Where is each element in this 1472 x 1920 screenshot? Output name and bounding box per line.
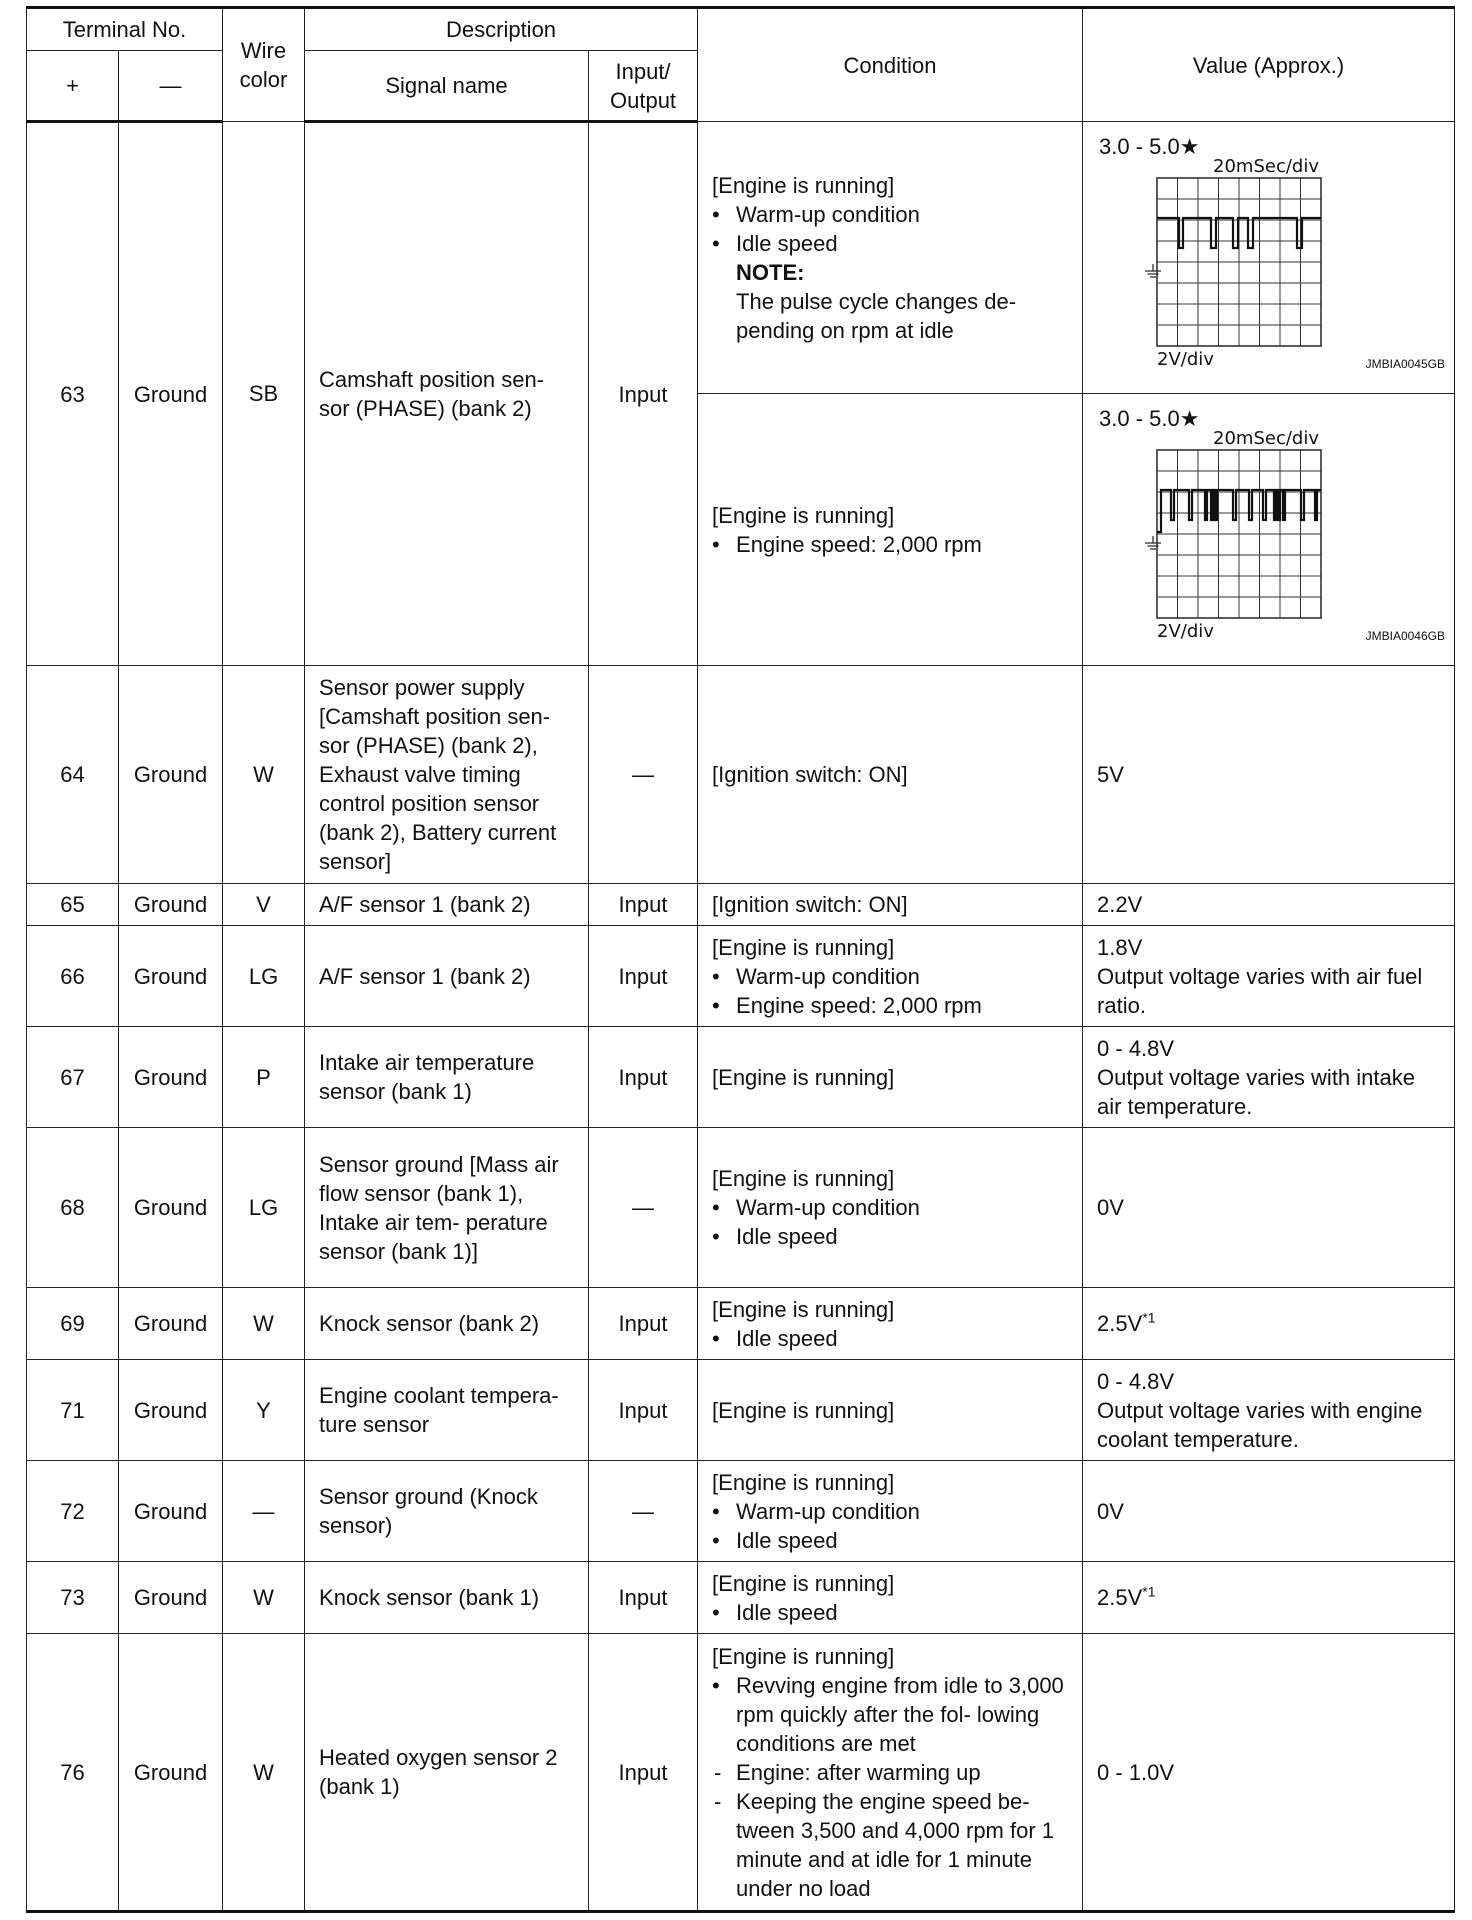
- value-note: Output voltage varies with intake air temperature.: [1097, 1064, 1415, 1119]
- terminal-minus: Ground: [119, 1288, 223, 1360]
- condition-lead: [Engine is running]: [712, 934, 895, 960]
- wire-color: W: [223, 666, 305, 884]
- condition: [698, 122, 1083, 394]
- condition-bullet: • Idle speed: [712, 229, 1068, 258]
- value-cell: [1083, 122, 1455, 394]
- wire-color: V: [223, 884, 305, 926]
- condition-lead: [Engine is running]: [712, 1643, 895, 1669]
- value-note: Output voltage varies with engine coolant temperature.: [1097, 1397, 1423, 1452]
- value-text: 0V: [1083, 1128, 1455, 1288]
- volt-div-label: 2V/div: [1157, 621, 1214, 642]
- terminal-minus: Ground: [119, 1461, 223, 1562]
- condition: [698, 394, 1083, 666]
- header-signal-name: Signal name: [305, 51, 589, 122]
- condition: [Ignition switch: ON]: [698, 666, 1083, 884]
- condition: [Ignition switch: ON]: [698, 884, 1083, 926]
- wire-color: LG: [223, 926, 305, 1027]
- terminal-minus: Ground: [119, 1027, 223, 1128]
- condition-bullet: • Engine speed: 2,000 rpm: [712, 530, 1068, 559]
- wire-color: Y: [223, 1360, 305, 1461]
- terminal-plus: 65: [27, 884, 119, 926]
- table-row: [27, 1027, 1455, 1128]
- header-condition: Condition: [698, 8, 1083, 122]
- value-text: 2.5V: [1097, 1311, 1143, 1336]
- condition-lead: [Engine is running]: [712, 1469, 895, 1495]
- wire-color: SB: [223, 122, 305, 666]
- wire-color: —: [223, 1461, 305, 1562]
- condition-dash-item: - Engine: after warming up: [712, 1758, 1068, 1787]
- wire-color: W: [223, 1562, 305, 1634]
- note-text: The pulse cycle changes de- pending on rpm at idle: [736, 288, 1017, 343]
- header-wire-color: Wire color: [223, 8, 305, 122]
- signal-name: Camshaft position sen- sor (PHASE) (bank 2): [305, 122, 589, 666]
- input-output: Input: [589, 1360, 698, 1461]
- footnote-ref: *1: [1142, 1309, 1156, 1326]
- value-cell: [1083, 926, 1455, 1027]
- terminal-minus: Ground: [119, 122, 223, 666]
- signal-name: Intake air temperature sensor (bank 1): [305, 1027, 589, 1128]
- condition-bullet: • Revving engine from idle to 3,000 rpm quickly after the fol- lowing conditions are met: [712, 1671, 1068, 1758]
- condition-bullet: • Warm-up condition: [712, 1497, 1068, 1526]
- time-div-label: 20mSec/div: [1213, 156, 1320, 177]
- header-minus: —: [119, 51, 223, 122]
- signal-name: Knock sensor (bank 1): [305, 1562, 589, 1634]
- terminal-minus: Ground: [119, 926, 223, 1027]
- terminal-table-sheet: [26, 6, 1454, 1913]
- value-cell: [1083, 1027, 1455, 1128]
- value-cell: [1083, 1360, 1455, 1461]
- input-output: Input: [589, 1288, 698, 1360]
- table-row: [27, 926, 1455, 1027]
- wire-color: W: [223, 1634, 305, 1912]
- signal-name: A/F sensor 1 (bank 2): [305, 926, 589, 1027]
- signal-name: Sensor ground (Knock sensor): [305, 1461, 589, 1562]
- footnote-ref: *1: [1142, 1583, 1156, 1600]
- input-output: Input: [589, 122, 698, 666]
- value-cell: [1083, 1288, 1455, 1360]
- condition: [698, 1634, 1083, 1912]
- terminal-plus: 69: [27, 1288, 119, 1360]
- volt-div-label: 2V/div: [1157, 349, 1214, 370]
- input-output: —: [589, 666, 698, 884]
- terminal-plus: 68: [27, 1128, 119, 1288]
- value-cell: [1083, 1562, 1455, 1634]
- terminal-plus: 67: [27, 1027, 119, 1128]
- table-row: [27, 666, 1455, 884]
- signal-name: Knock sensor (bank 2): [305, 1288, 589, 1360]
- header-input-output: Input/ Output: [589, 51, 698, 122]
- terminal-minus: Ground: [119, 884, 223, 926]
- condition-lead: [Engine is running]: [712, 1570, 895, 1596]
- input-output: Input: [589, 1027, 698, 1128]
- value-text: 3.0 - 5.0★: [1099, 134, 1200, 159]
- input-output: —: [589, 1461, 698, 1562]
- input-output: Input: [589, 1562, 698, 1634]
- value-text: 0V: [1083, 1461, 1455, 1562]
- condition: [698, 926, 1083, 1027]
- condition: [698, 1128, 1083, 1288]
- condition-bullet: • Warm-up condition: [712, 1193, 1068, 1222]
- value-text: 1.8V: [1097, 934, 1143, 960]
- header-description: Description: [305, 8, 698, 51]
- value-text: 2.5V: [1097, 1585, 1143, 1610]
- table-row: [27, 1634, 1455, 1912]
- terminal-plus: 66: [27, 926, 119, 1027]
- header-value: Value (Approx.): [1083, 8, 1455, 122]
- condition-lead: [Engine is running]: [712, 1296, 895, 1322]
- terminal-plus: 72: [27, 1461, 119, 1562]
- value-text: 3.0 - 5.0★: [1099, 406, 1200, 431]
- ground-symbol: [1145, 536, 1161, 549]
- scope-grid: [1157, 178, 1321, 346]
- table-row: [27, 122, 1455, 394]
- condition: [698, 1562, 1083, 1634]
- terminal-minus: Ground: [119, 1360, 223, 1461]
- table-row: [27, 1128, 1455, 1288]
- condition-bullet: • Warm-up condition: [712, 200, 1068, 229]
- input-output: Input: [589, 1634, 698, 1912]
- scope-grid: [1157, 450, 1321, 618]
- condition-bullet: • Engine speed: 2,000 rpm: [712, 991, 1068, 1020]
- terminal-plus: 63: [27, 122, 119, 666]
- table-row: [27, 1461, 1455, 1562]
- terminal-plus: 76: [27, 1634, 119, 1912]
- note-label: NOTE:: [736, 259, 805, 285]
- condition: [698, 1461, 1083, 1562]
- terminal-plus: 64: [27, 666, 119, 884]
- terminal-minus: Ground: [119, 1128, 223, 1288]
- figure-code: JMBIA0046GB: [1365, 629, 1446, 643]
- condition-bullet: • Warm-up condition: [712, 962, 1068, 991]
- table-row: [27, 1288, 1455, 1360]
- time-div-label: 20mSec/div: [1213, 428, 1320, 449]
- terminal-plus: 71: [27, 1360, 119, 1461]
- wire-color: W: [223, 1288, 305, 1360]
- signal-name: Sensor ground [Mass air flow sensor (bank 1), Intake air tem- perature sensor (bank 1)]: [305, 1128, 589, 1288]
- condition-bullet: • Idle speed: [712, 1526, 1068, 1555]
- terminal-minus: Ground: [119, 666, 223, 884]
- condition: [698, 1288, 1083, 1360]
- condition-lead: [Engine is running]: [712, 1166, 895, 1191]
- input-output: —: [589, 1128, 698, 1288]
- terminal-table: [26, 6, 1455, 1913]
- signal-name: Engine coolant tempera- ture sensor: [305, 1360, 589, 1461]
- wire-color: LG: [223, 1128, 305, 1288]
- table-row: [27, 1562, 1455, 1634]
- condition-dash-item: - Keeping the engine speed be- tween 3,500 and 4,000 rpm for 1 minute and at idle for 1 minute under no load: [712, 1787, 1068, 1903]
- signal-name: Heated oxygen sensor 2 (bank 1): [305, 1634, 589, 1912]
- signal-name: Sensor power supply [Camshaft position sen- sor (PHASE) (bank 2), Exhaust valve timing control position sensor (bank 2), Battery current sensor]: [305, 666, 589, 884]
- terminal-minus: Ground: [119, 1634, 223, 1912]
- condition: [Engine is running]: [698, 1360, 1083, 1461]
- condition-bullet: • Idle speed: [712, 1324, 1068, 1353]
- condition-bullet: • Idle speed: [712, 1598, 1068, 1627]
- value-text: 2.2V: [1083, 884, 1455, 926]
- figure-code: JMBIA0045GB: [1365, 357, 1446, 371]
- wire-color: P: [223, 1027, 305, 1128]
- value-text: 5V: [1083, 666, 1455, 884]
- header-plus: +: [27, 51, 119, 122]
- condition-bullet: • Idle speed: [712, 1222, 1068, 1251]
- table-row: [27, 1360, 1455, 1461]
- value-cell: [1083, 394, 1455, 666]
- value-note: Output voltage varies with air fuel ratio.: [1097, 963, 1423, 1018]
- value-text: 0 - 4.8V: [1097, 1368, 1175, 1394]
- value-text: 0 - 1.0V: [1083, 1634, 1455, 1912]
- condition-lead: [Engine is running]: [712, 502, 895, 528]
- ground-symbol: [1145, 264, 1161, 277]
- oscilloscope-waveform-2: [1083, 394, 1455, 666]
- oscilloscope-waveform-1: [1083, 122, 1455, 394]
- header-terminal-no: Terminal No.: [27, 8, 223, 51]
- condition-lead: [Engine is running]: [712, 172, 895, 198]
- signal-name: A/F sensor 1 (bank 2): [305, 884, 589, 926]
- input-output: Input: [589, 884, 698, 926]
- condition: [Engine is running]: [698, 1027, 1083, 1128]
- input-output: Input: [589, 926, 698, 1027]
- table-row: [27, 884, 1455, 926]
- terminal-minus: Ground: [119, 1562, 223, 1634]
- value-text: 0 - 4.8V: [1097, 1035, 1175, 1061]
- waveform-trace: [1157, 218, 1321, 248]
- terminal-plus: 73: [27, 1562, 119, 1634]
